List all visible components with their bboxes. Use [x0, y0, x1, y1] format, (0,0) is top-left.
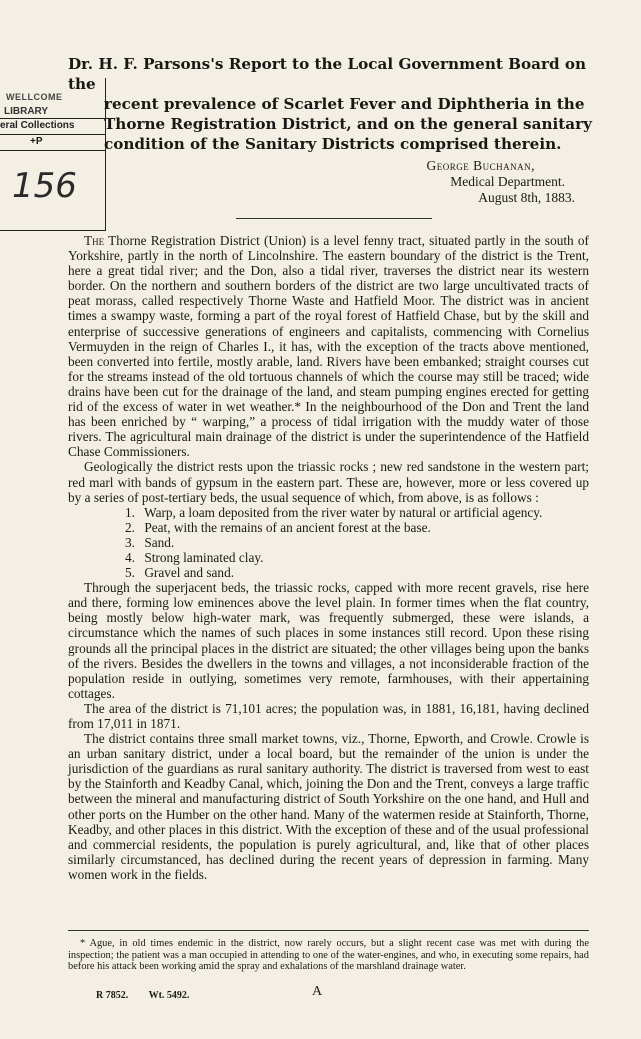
section-rule	[236, 218, 432, 219]
footnote	[68, 938, 589, 973]
imprint-weight: Wt. 5492.	[148, 990, 190, 1001]
paragraph: Geologically the district rests upon the triassic rocks ; new red sandstone in the western part; red marl with bands of gypsum in the eastern part. These are, however, more or less covered up by a series of post-tertiary beds, the usual sequence of which, from above, is as follows :	[68, 459, 589, 505]
title-line: Dr. H. F. Parsons's Report to the Local Government Board on the	[68, 55, 587, 93]
report-date: August 8th, 1883.	[478, 190, 575, 205]
paragraph: Through the superjacent beds, the triassic rocks, capped with more recent gravels, rise here and there, forming low eminences above the level plain. In former times when the flat country, being mostly below high-water mark, was frequently submerged, these were islands, a circumstance which the names of such places in some instances still record. Upon these rising grounds all the principal places in the district are situated; the other villages being upon the banks of the rivers. Besides the dwellers in the towns and villages, a not inconsiderable fraction of the population reside in outlying, sometimes very remote, farmhouses, with their appertaining cottages.	[68, 580, 589, 701]
paragraph-lead: The	[84, 233, 105, 248]
title-line: recent prevalence of Scarlet Fever and Diphtheria in the	[104, 95, 585, 113]
signatory-department: Medical Department.	[450, 174, 565, 189]
footnote-rule	[68, 930, 589, 931]
list-item: 4. Strong laminated clay.	[125, 549, 264, 565]
list-item: 3. Sand.	[125, 534, 175, 550]
paragraph-text: Thorne Registration District (Union) is a level fenny tract, situated partly in the south of Yorkshire, partly in the north of Lincolnshire. The eastern boundary of the district is the Trent, here a great tidal river; and the Don, also a tidal river, traverses the district near its western border. On the northern and southern borders of the district are two large uncultivated tracts of peat morass, called respectively Thorne Waste and Hatfield Moor. The district was in ancient times a swampy waste, forming a part of the royal forest of Hatfield Chase, but by the skill and enterprise of successive generations of engineers and capitalists, commencing with Cornelius Vermuyden in the reign of Charles I., it has, with the exception of the tracts above mentioned, been converted into fertile, mostly arable, land. Rivers have been embanked; straight courses cut for the streams instead of the old tortuous channels of which the course may still be traced; wide drains have been cut for the drainage of the land, and steam pumping engines erected for getting rid of the excess of water in wet weather.* In the neighbourhood of the Don and Trent the land has been enriched by “ warping,” a process of tidal irrigation with the muddy water of those rivers. The agricultural main drainage of the district is under the superintendence of the Hatfield Chase Commissioners.	[68, 233, 589, 460]
paragraph	[68, 233, 589, 459]
stamp-line-2: LIBRARY	[4, 106, 49, 117]
signature-block	[426, 158, 575, 206]
signature-letter: A	[312, 984, 323, 999]
report-body	[68, 233, 589, 882]
footnote-text: * Ague, in old times endemic in the district, now rarely occurs, but a slight recent case was met with during the inspection; the patient was a man occupied in attending to one of the water-engines, and who, in executing some repairs, had before his attack been working amid the spray and exhalations of the marshland drainage water.	[68, 938, 589, 973]
stamp-line-3: eral Collections	[0, 120, 75, 131]
signatory-name: George Buchanan,	[426, 158, 535, 173]
stamp-line-4: +P	[30, 136, 43, 147]
list-item: 1. Warp, a loam deposited from the river water by natural or artificial agency.	[125, 504, 543, 520]
list-item: 2. Peat, with the remains of an ancient forest at the base.	[125, 519, 431, 535]
report-title	[68, 54, 593, 154]
title-line: condition of the Sanitary Districts comprised therein.	[104, 135, 562, 153]
geology-list	[125, 505, 589, 580]
title-line: Thorne Registration District, and on the general sanitary	[104, 115, 592, 133]
stamp-handwritten-number: 156	[12, 166, 77, 206]
paragraph: The area of the district is 71,101 acres; the population was, in 1881, 16,181, having declined from 17,011 in 1871.	[68, 700, 589, 731]
stamp-line-1: WELLCOME	[6, 92, 63, 102]
printer-imprint	[96, 990, 207, 1001]
list-item: 5. Gravel and sand.	[125, 565, 235, 581]
imprint-code: R 7852.	[96, 990, 129, 1001]
paragraph: The district contains three small market towns, viz., Thorne, Epworth, and Crowle. Crowle is an urban sanitary district, under a local board, but the remainder of the union is under the jurisdiction of the guardians as rural sanitary authority. The district is traversed from west to east by the Stainforth and Keadby Canal, which, joining the Don and the Trent, conveys a large traffic between the mineral and manufacturing district of South Yorkshire on the one hand, and Hull and other ports on the Humber on the other hand. Many of the watermen reside at Stainforth, Thorne, Keadby, and other places in this district. With the exception of these and of the usual professional and commercial residents, the population is purely agricultural, and, like that of other places similarly circumstanced, has declined during the recent years of depression in farming. Many women work in the fields.	[68, 731, 589, 882]
